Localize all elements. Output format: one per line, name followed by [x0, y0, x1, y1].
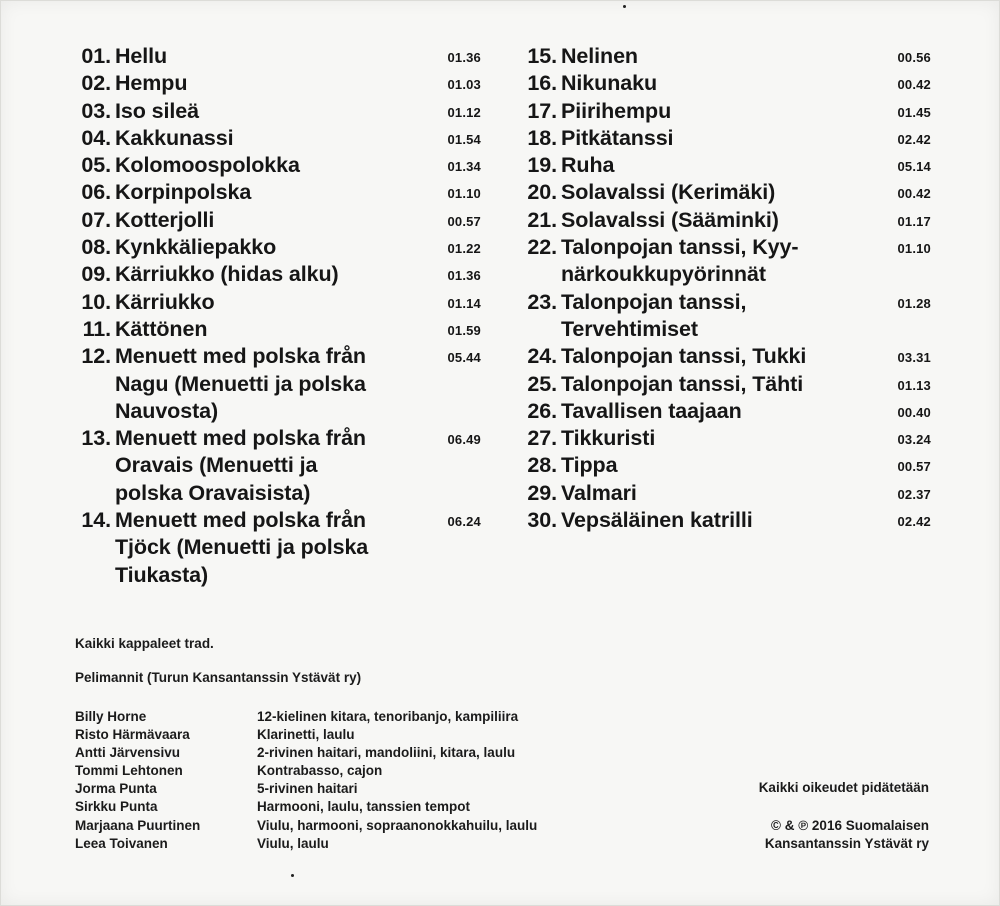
track-duration: 01.14: [447, 295, 481, 311]
track-title: Korpinpolska: [115, 180, 252, 205]
copyright-line-2: Kansantanssin Ystävät ry: [764, 836, 929, 851]
print-speck: [623, 5, 626, 8]
track-title: Iso sileä: [115, 98, 199, 123]
track-duration: 02.42: [897, 514, 931, 530]
track-number: 18.: [527, 125, 557, 150]
musician-name: Billy Horne: [75, 709, 147, 724]
track-row: [521, 398, 931, 425]
track-title: Talonpojan tanssi, Tukki: [561, 344, 807, 369]
track-title: Tippa: [561, 453, 618, 478]
track-number: 04.: [81, 125, 111, 150]
musician-instruments: Kontrabasso, cajon: [257, 763, 383, 779]
track-number: 14.: [81, 508, 111, 533]
track-number: 16.: [527, 71, 557, 96]
track-row: [521, 480, 931, 507]
track-title: Kolomoospolokka: [115, 153, 300, 178]
track-number: 28.: [527, 453, 557, 478]
track-number: 26.: [527, 398, 557, 423]
track-row: [71, 316, 481, 343]
track-row: [71, 98, 481, 125]
track-number: 06.: [81, 180, 111, 205]
track-number: 10.: [81, 289, 111, 314]
track-title: Kynkkäliepakko: [115, 235, 277, 260]
track-row: [71, 234, 481, 261]
track-duration: 00.40: [897, 404, 931, 420]
track-duration: 01.54: [447, 131, 481, 147]
track-duration: 06.49: [447, 432, 481, 448]
track-row: [521, 452, 931, 479]
track-row: [71, 125, 481, 152]
track-duration: 01.59: [447, 322, 481, 338]
track-number: 19.: [527, 153, 557, 178]
track-title: Talonpojan tanssi, Tähti: [561, 371, 804, 396]
track-duration: 03.24: [897, 432, 931, 448]
track-row: [521, 425, 931, 452]
track-duration: 01.34: [447, 159, 481, 175]
track-title: Ruha: [561, 153, 615, 178]
track-row: [521, 234, 931, 289]
musician-instruments: 5-rivinen haitari: [257, 781, 358, 797]
track-title: Hempu: [115, 71, 188, 96]
track-row: [521, 289, 931, 344]
track-title: Valmari: [561, 480, 637, 505]
track-number: 21.: [527, 207, 557, 232]
copyright-line-1: © & ℗ 2016 Suomalaisen: [771, 818, 929, 833]
track-row: [71, 507, 481, 589]
track-title: Solavalssi (Sääminki): [561, 207, 779, 232]
track-number: 03.: [81, 98, 111, 123]
track-duration: 05.44: [447, 350, 481, 366]
musician-instruments: 2-rivinen haitari, mandoliini, kitara, laulu: [257, 745, 516, 761]
track-number: 13.: [81, 426, 111, 451]
track-title: Solavalssi (Kerimäki): [561, 180, 776, 205]
musician-instruments: Harmooni, laulu, tanssien tempot: [257, 799, 471, 815]
track-row: [521, 125, 931, 152]
copyright-notice: [629, 817, 929, 853]
track-row: [521, 507, 931, 534]
track-number: 05.: [81, 153, 111, 178]
track-row: [521, 371, 931, 398]
track-duration: 01.10: [897, 241, 931, 257]
rights-reserved: Kaikki oikeudet pidätetään: [758, 780, 929, 795]
musician-name: Leea Toivanen: [75, 835, 168, 851]
track-number: 02.: [81, 71, 111, 96]
musician-instruments: Viulu, harmooni, sopraanonokkahuilu, laulu: [257, 817, 538, 833]
track-duration: 05.14: [897, 159, 931, 175]
track-row: [71, 152, 481, 179]
track-title: Kotterjolli: [115, 207, 215, 232]
track-row: [71, 179, 481, 206]
track-title: Vepsäläinen katrilli: [561, 508, 753, 533]
track-title: Tikkuristi: [561, 426, 656, 451]
tracklist-left: [71, 43, 481, 589]
print-speck: [291, 874, 294, 877]
track-title: Menuett med polska från Nagu (Menuetti ja polska Nauvosta): [115, 344, 366, 423]
track-duration: 06.24: [447, 514, 481, 530]
tracklist-right-column: [521, 43, 931, 534]
track-title: Kättönen: [115, 316, 208, 341]
track-duration: 01.10: [447, 186, 481, 202]
track-duration: 00.42: [897, 77, 931, 93]
trad-note: Kaikki kappaleet trad.: [75, 636, 214, 651]
track-duration: 03.31: [897, 350, 931, 366]
track-row: [71, 70, 481, 97]
track-duration: 01.45: [897, 104, 931, 120]
track-number: 15.: [527, 44, 557, 68]
musician-instruments: 12-kielinen kitara, tenoribanjo, kampiliira: [257, 709, 519, 724]
track-row: [521, 98, 931, 125]
track-row: [521, 70, 931, 97]
track-number: 30.: [527, 508, 557, 533]
track-title: Kärriukko: [115, 289, 215, 314]
track-title: Nelinen: [561, 44, 638, 68]
track-number: 25.: [527, 371, 557, 396]
track-duration: 01.03: [447, 77, 481, 93]
track-duration: 02.37: [897, 486, 931, 502]
tracklist-right: [521, 43, 931, 534]
track-title: Talonpojan tanssi, Kyy- närkoukkupyörinnät: [561, 235, 799, 287]
track-duration: 01.28: [897, 295, 931, 311]
pelimannit-heading: Pelimannit (Turun Kansantanssin Ystävät ry): [75, 670, 362, 685]
track-duration: 00.42: [897, 186, 931, 202]
musician-name: Risto Härmävaara: [75, 727, 190, 743]
track-number: 29.: [527, 480, 557, 505]
track-title: Kakkunassi: [115, 125, 234, 150]
track-title: Pitkätanssi: [561, 125, 674, 150]
track-title: Piirihempu: [561, 98, 672, 123]
track-number: 01.: [81, 44, 111, 68]
track-row: [71, 261, 481, 288]
track-title: Menuett med polska från Oravais (Menuetti ja polska Oravaisista): [115, 426, 366, 505]
musician-name: Antti Järvensivu: [75, 745, 181, 761]
track-number: 22.: [527, 235, 557, 260]
track-number: 17.: [527, 98, 557, 123]
track-title: Menuett med polska från Tjöck (Menuetti ja polska Tiukasta): [115, 508, 369, 587]
tracklist-left-column: [71, 43, 481, 589]
track-number: 08.: [81, 235, 111, 260]
track-duration: 01.22: [447, 241, 481, 257]
track-duration: 01.36: [447, 50, 481, 65]
track-number: 09.: [81, 262, 111, 287]
track-duration: 00.57: [447, 213, 481, 229]
track-title: Nikunaku: [561, 71, 657, 96]
musician-name: Tommi Lehtonen: [75, 763, 183, 779]
track-row: [71, 43, 481, 70]
track-duration: 01.12: [447, 104, 481, 120]
track-number: 23.: [527, 289, 557, 314]
track-title: Kärriukko (hidas alku): [115, 262, 339, 287]
track-row: [521, 207, 931, 234]
track-number: 12.: [81, 344, 111, 369]
track-number: 07.: [81, 207, 111, 232]
track-row: [71, 207, 481, 234]
musician-instruments: Viulu, laulu: [257, 835, 329, 851]
track-duration: 01.13: [897, 377, 931, 393]
track-row: [71, 289, 481, 316]
track-duration: 01.36: [447, 268, 481, 284]
track-number: 24.: [527, 344, 557, 369]
track-row: [521, 179, 931, 206]
musician-name: Marjaana Puurtinen: [75, 817, 201, 833]
track-row: [71, 343, 481, 425]
track-duration: 00.56: [897, 50, 931, 65]
musician-instruments: Klarinetti, laulu: [257, 727, 355, 743]
musician-list: [75, 708, 617, 853]
musician-name: Sirkku Punta: [75, 799, 158, 815]
track-number: 11.: [82, 316, 111, 341]
musician-name: Jorma Punta: [75, 781, 157, 797]
track-number: 20.: [527, 180, 557, 205]
track-row: [521, 43, 931, 70]
track-row: [521, 152, 931, 179]
track-row: [521, 343, 931, 370]
track-duration: 00.57: [897, 459, 931, 475]
track-row: [71, 425, 481, 507]
track-duration: 02.42: [897, 131, 931, 147]
track-title: Talonpojan tanssi, Tervehtimiset: [561, 289, 747, 341]
track-title: Hellu: [115, 44, 168, 68]
track-duration: 01.17: [897, 213, 931, 229]
track-title: Tavallisen taajaan: [561, 398, 742, 423]
track-number: 27.: [527, 426, 557, 451]
